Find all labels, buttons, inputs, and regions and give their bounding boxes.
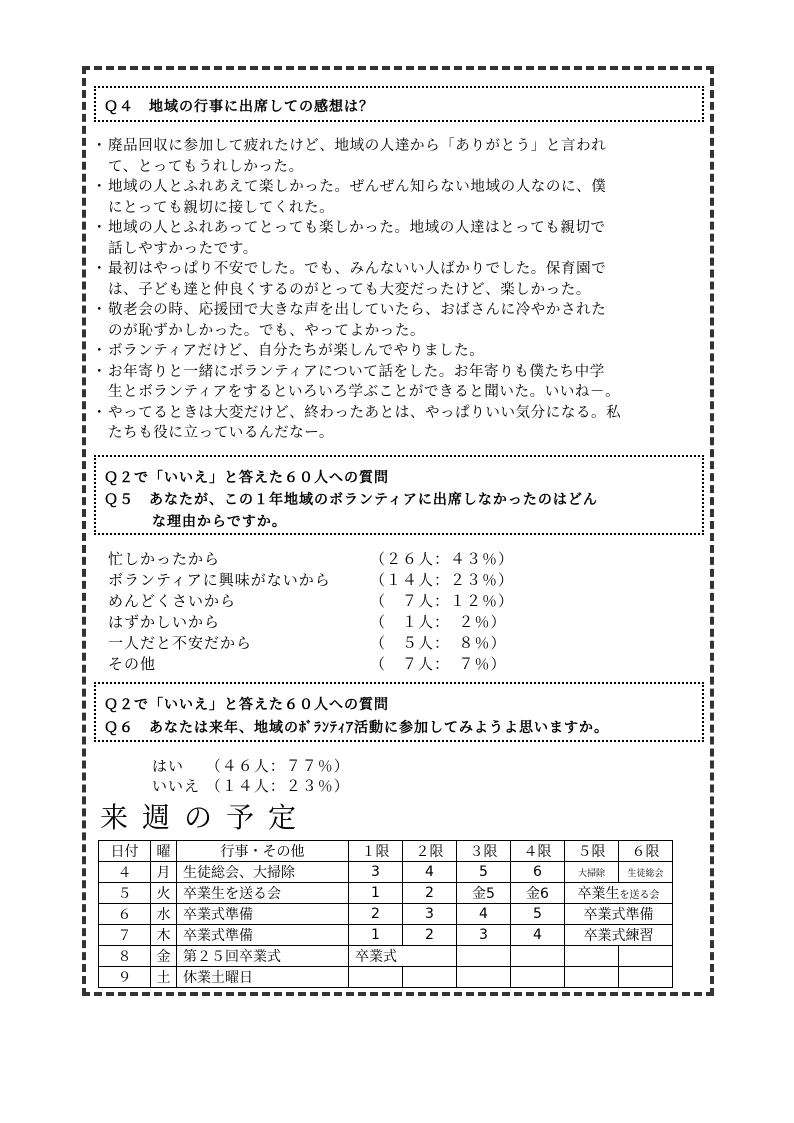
header-cell: 日付 [99,841,151,862]
reason-result: （ ７人： ７％） [370,655,507,673]
period-cell: 1 [349,883,403,904]
bullet-mark: ・ [92,261,108,277]
reason-result: （１４人：２３％） [370,571,515,589]
event-cell: 第２５回卒業式 [177,946,349,967]
event-cell: 卒業式準備 [177,904,349,925]
event-cell: 生徒総会、大掃除 [177,862,349,883]
day-cell: 木 [151,925,177,946]
comment-line: 話しやすかったです。 [108,240,258,257]
comment-line: にとっても親切に接してくれた。 [108,199,335,216]
day-cell: 水 [151,904,177,925]
q5-question-line1: Ｑ５ あなたが、この１年地域のボランティアに出席しなかったのはどん [104,492,598,508]
header-cell: ２限 [403,841,457,862]
period-cell [511,946,565,967]
event-cell: 休業土曜日 [177,967,349,988]
bullet-mark: ・ [92,179,108,195]
table-row [99,862,673,883]
period-cell [403,967,457,988]
answer-row [152,775,350,796]
bullet-mark: ・ [92,363,108,380]
reason-result: （ １人： ２％） [370,613,507,631]
reason-label: ボランティアに興味がないから [108,571,331,589]
comment-item [92,362,704,403]
period-cell: 5 [457,862,511,883]
period-cell-merged: 卒業式 [349,946,457,967]
reason-row [108,569,515,590]
reason-label: 一人だと不安だから [108,634,253,652]
reason-label: その他 [108,655,157,673]
event-cell: 卒業生を送る会 [177,883,349,904]
comment-line: 最初はやっぱり不安でした。でも、みんないい人ばかりでした。保育園で [108,261,607,277]
reason-row [108,632,507,653]
merged-text-main: 卒業生 [577,886,620,902]
comment-line: 廃品回収に参加して疲れたけど、地域の人達から「ありがとう」と言われ [108,138,607,154]
bullet-mark: ・ [92,404,108,421]
period-cell: 3 [457,925,511,946]
header-cell: 曜 [151,841,177,862]
period-cell: 4 [511,925,565,946]
date-cell: ９ [99,967,151,988]
q5-question-line2: な理由からですか。 [152,514,287,530]
period-cell: 大掃除 [565,862,619,883]
date-cell: ７ [99,925,151,946]
header-cell: ３限 [457,841,511,862]
table-header-row [99,841,673,862]
comment-item [92,300,704,341]
comment-line: 敬老会の時、応援団で大きな声を出していたら、おばさんに冷やかされた [108,302,607,318]
period-cell: 6 [511,862,565,883]
period-cell-merged [565,883,673,904]
comment-line: お年寄りと一緒にボランティアについて話をした。お年寄りも僕たち中学 [108,363,605,380]
reason-label: はずかしいから [108,613,221,631]
period-cell [619,967,673,988]
bullet-mark: ・ [92,302,108,318]
day-cell: 火 [151,883,177,904]
reason-row [108,548,515,569]
answer-label: いいえ [152,777,201,795]
bullet-mark: ・ [92,220,108,236]
period-cell [349,967,403,988]
period-cell: 金6 [511,883,565,904]
date-cell: ８ [99,946,151,967]
reason-row [108,611,507,632]
period-cell [619,946,673,967]
date-cell: ５ [99,883,151,904]
table-row [99,946,673,967]
reason-label: めんどくさいから [108,592,237,610]
reason-row [108,653,507,674]
reason-label: 忙しかったから [108,550,221,568]
comment-line: ボランティアだけど、自分たちが楽しんでやりました。 [108,343,485,359]
reason-result: （ ７人：１２％） [370,592,515,610]
merged-text-small: を送る会 [619,890,660,901]
q4-comment-list [92,136,704,444]
header-cell: ４限 [511,841,565,862]
schedule-table [98,840,673,988]
table-row [99,967,673,988]
comment-line: て、とってもうれしかった。 [108,158,304,175]
period-cell: 3 [349,862,403,883]
day-cell: 月 [151,862,177,883]
comment-line: のが恥ずかしかった。でも、やってよかった。 [108,322,426,339]
period-cell [457,946,511,967]
comment-line: やってるときは大変だけど、終わったあとは、やっぱりいい気分になる。私 [108,404,622,421]
period-cell-merged: 卒業式準備 [565,904,673,925]
day-cell: 金 [151,946,177,967]
answer-label: はい [152,757,185,775]
bullet-mark: ・ [92,343,108,359]
comment-item [92,136,704,177]
reason-result: （ ５人： ８％） [370,634,507,652]
q6-question: Ｑ６ あなたは来年、地域のﾎﾞﾗﾝﾃｨｱ活動に参加してみようよ思いますか。 [104,720,609,736]
date-cell: ６ [99,904,151,925]
comment-line: は、子ども達と仲良くするのがとっても大変だったけど、楽しかった。 [108,281,591,298]
period-cell: 2 [403,925,457,946]
header-cell: ６限 [619,841,673,862]
comment-line: 生とボランティアをするといろいろ学ぶことができると聞いた。いいね－。 [108,384,621,400]
period-cell [511,967,565,988]
period-cell: 4 [403,862,457,883]
table-row [99,883,673,904]
event-cell: 卒業式準備 [177,925,349,946]
comment-item [92,259,704,300]
table-row [99,925,673,946]
period-cell: 4 [457,904,511,925]
day-cell: 土 [151,967,177,988]
comment-line: たちも役に立っているんだなー。 [108,425,334,441]
period-cell: 5 [511,904,565,925]
date-cell: ４ [99,862,151,883]
period-cell [565,946,619,967]
period-cell [457,967,511,988]
period-cell: 2 [349,904,403,925]
answer-result: （１４人：２３％） [205,777,350,795]
bullet-mark: ・ [92,138,108,154]
q6-question-box [94,682,704,742]
period-cell: 生徒総会 [619,862,673,883]
period-cell: 3 [403,904,457,925]
comment-item [92,218,704,259]
header-cell: 行事・その他 [177,841,349,862]
answer-result: （４６人：７７％） [205,757,350,775]
q4-question-box [94,86,704,122]
answer-row [152,755,350,776]
period-cell: 金5 [457,883,511,904]
table-row [99,904,673,925]
q6-intro: Ｑ２で「いいえ」と答えた６０人への質問 [104,697,389,713]
comment-line: 地域の人とふれあってとっても楽しかった。地域の人達はとっても親切で [108,220,606,236]
schedule-title: 来週の予定 [100,801,311,834]
comment-item [92,403,704,444]
period-cell [565,967,619,988]
period-cell: 1 [349,925,403,946]
header-cell: １限 [349,841,403,862]
q4-question: Ｑ４ 地域の行事に出席しての感想は？ [104,99,374,115]
header-cell: ５限 [565,841,619,862]
reason-result: （２６人：４３％） [370,550,515,568]
comment-item [92,177,704,218]
reason-row [108,590,515,611]
period-cell-merged: 卒業式練習 [565,925,673,946]
q5-intro: Ｑ２で「いいえ」と答えた６０人への質問 [104,470,389,486]
comment-line: 地域の人とふれあえて楽しかった。ぜんぜん知らない地域の人なのに、僕 [108,179,607,195]
period-cell: 2 [403,883,457,904]
comment-item [92,341,704,362]
q5-question-box [94,455,704,535]
